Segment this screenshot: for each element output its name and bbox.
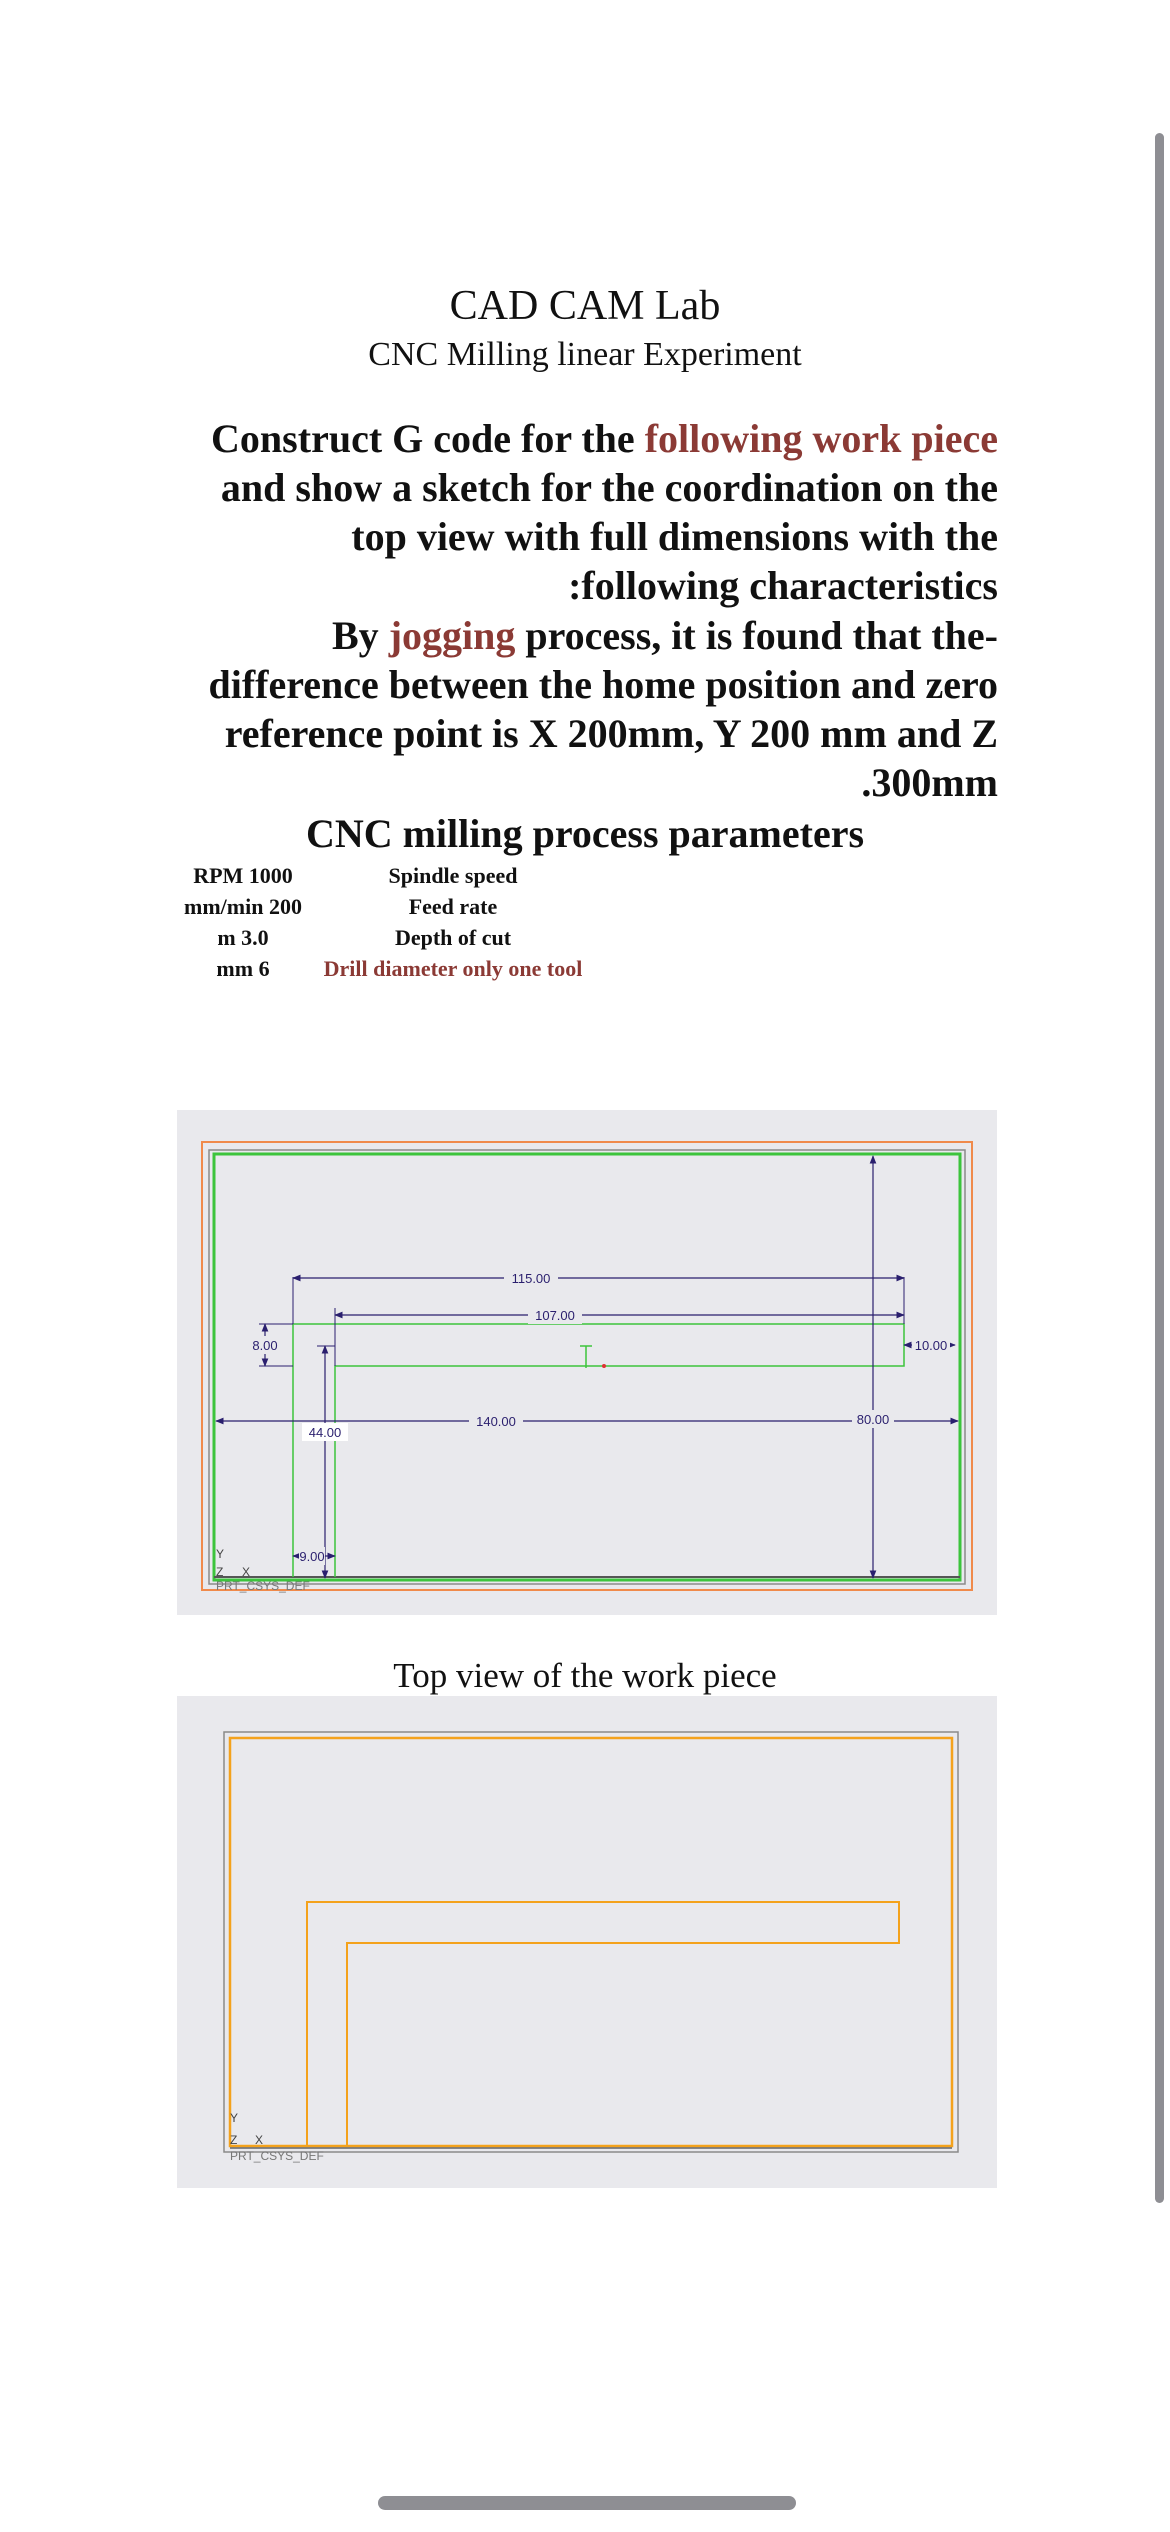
table-row: [178, 953, 598, 984]
dim-label-80: 80.00: [856, 1412, 890, 1427]
csys-label: PRT_CSYS_DEF: [230, 2149, 324, 2163]
top-view-l-slot: [307, 1902, 899, 2146]
axis-label-z: Z: [230, 2133, 238, 2147]
dimensioned-sketch: [177, 1110, 997, 1615]
task-line-4: :following characteristics: [568, 563, 998, 608]
home-indicator[interactable]: [378, 2496, 796, 2510]
param-value: RPM 1000: [193, 862, 293, 888]
axis-label-y: Y: [230, 2111, 239, 2125]
task-line-7: reference point is X 200mm, Y 200 mm and Z: [224, 711, 998, 756]
dim-label-9: 9.00: [299, 1549, 325, 1564]
dim-label-8: 8.00: [252, 1338, 278, 1353]
task-line-5: By jogging process, it is found that the-: [332, 613, 998, 658]
task-line-6: difference between the home position and zero: [208, 662, 998, 707]
csys-label: PRT_CSYS_DEF: [216, 1579, 310, 1593]
work-piece-outline: [214, 1154, 960, 1580]
axis-label-x: X: [255, 2133, 264, 2147]
axis-label-z: Z: [216, 1565, 224, 1579]
param-name: Drill diameter only one tool: [323, 955, 583, 981]
parameters-heading: CNC milling process parameters: [305, 811, 865, 856]
axis-label-y: Y: [216, 1547, 225, 1561]
dim-label-10: 10.00: [914, 1338, 948, 1353]
dim-label-140: 140.00: [476, 1414, 516, 1429]
task-line-8: .300mm: [861, 760, 998, 805]
param-value: mm 6: [216, 955, 270, 981]
axis-label-x: X: [242, 1565, 251, 1579]
table-row: [178, 860, 598, 891]
highlight-jogging: jogging: [388, 613, 516, 658]
top-view-sketch: [177, 1696, 997, 2188]
page-title: CAD CAM Lab: [449, 283, 721, 329]
task-paragraph-2: [178, 611, 998, 807]
param-name: Spindle speed: [388, 862, 518, 888]
task-line-2: and show a sketch for the coordination on the: [220, 465, 998, 510]
drawing-caption: Top view of the work piece: [393, 1656, 777, 1695]
l-slot-profile: [293, 1324, 904, 1577]
param-name: Feed rate: [408, 893, 498, 919]
dim-label-44: 44.00: [308, 1425, 342, 1440]
table-row: [178, 922, 598, 953]
dimensioned-sketch-panel: [177, 1110, 997, 1615]
task-paragraph-1: [178, 414, 998, 610]
param-value: mm/min 200: [184, 893, 302, 919]
sketch-inner-frame: [209, 1150, 965, 1584]
param-value: m 3.0: [217, 924, 269, 950]
parameters-table: [178, 860, 598, 984]
highlight-work-piece: following work piece: [644, 416, 998, 461]
param-name: Depth of cut: [394, 924, 512, 950]
page-subtitle: CNC Milling linear Experiment: [368, 336, 802, 373]
dim-label-107: 107.00: [535, 1308, 575, 1323]
table-row: [178, 891, 598, 922]
dim-label-115: 115.00: [511, 1271, 551, 1286]
task-line-3: top view with full dimensions with the: [351, 514, 998, 559]
scrollbar[interactable]: [1155, 133, 1164, 2203]
top-view-panel: [177, 1696, 997, 2188]
task-line-1: Construct G code for the following work piece: [211, 416, 998, 461]
